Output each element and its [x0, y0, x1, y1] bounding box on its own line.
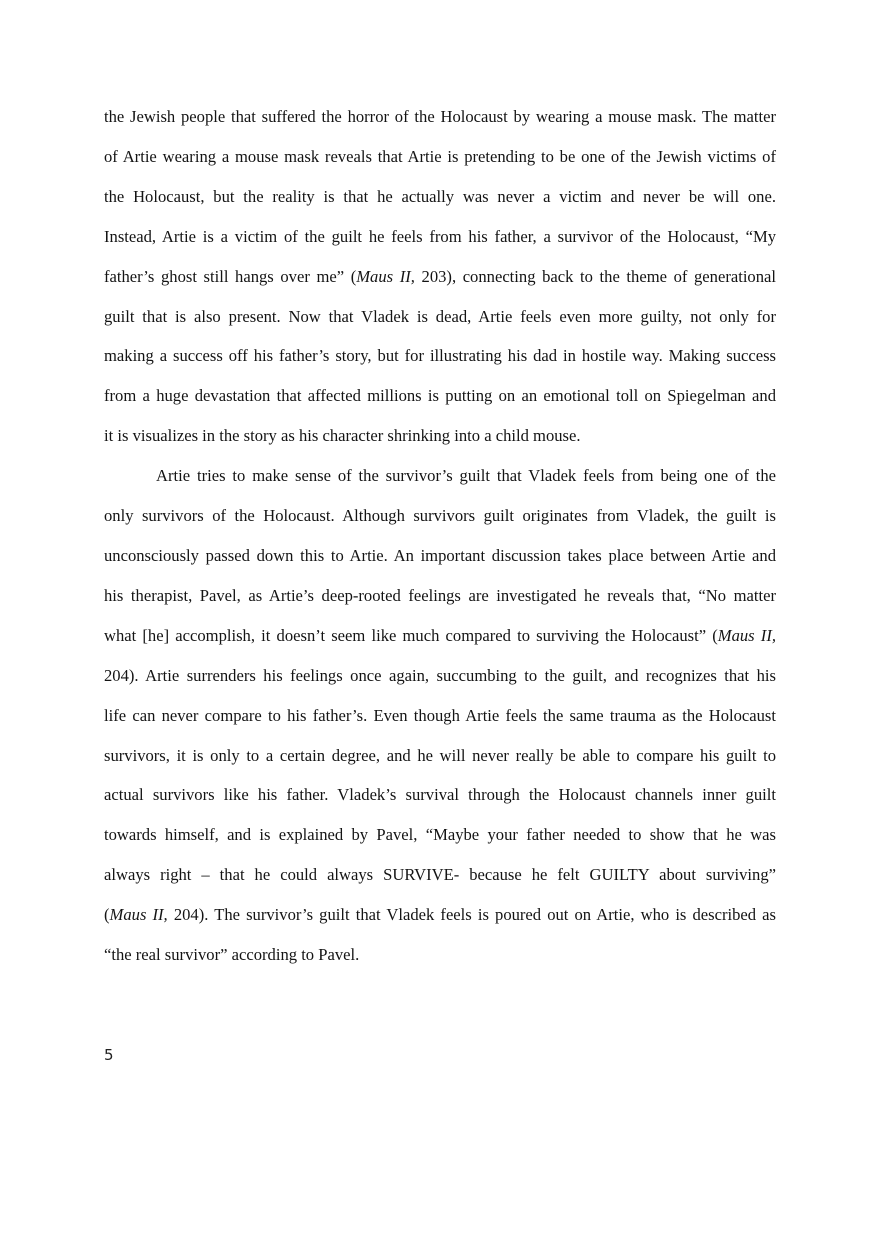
text-line: from a huge devastation that affected millions is putting on an emotional toll on Spiegelman and — [104, 386, 776, 406]
paragraph-2 — [104, 456, 776, 975]
text-line — [104, 895, 776, 935]
text-line: the Jewish people that suffered the horror of the Holocaust by wearing a mouse mask. The matter — [104, 107, 776, 126]
text-segment: ( — [104, 905, 110, 925]
text-segment: 204). The survivor’s guilt that Vladek feels is poured out on Artie, who is described as — [167, 905, 776, 925]
text-line: only survivors of the Holocaust. Although survivors guilt originates from Vladek, the guilt is — [104, 506, 776, 526]
text-line: making a success off his father’s story, but for illustrating his dad in hostile way. Making success — [104, 346, 776, 366]
text-line: unconsciously passed down this to Artie. An important discussion takes place between Artie and — [104, 545, 776, 565]
text-line: it is visualizes in the story as his character shrinking into a child mouse. — [104, 426, 581, 446]
text-segment: what [he] accomplish, it doesn’t seem like much compared to surviving the Holocaust” ( — [104, 625, 718, 645]
text-line: “the real survivor” according to Pavel. — [104, 945, 360, 965]
text-line: Instead, Artie is a victim of the guilt he feels from his father, a survivor of the Holocaust, “My — [104, 226, 776, 246]
citation-title: Maus II, — [356, 266, 415, 286]
text-line: Artie tries to make sense of the survivor’s guilt that Vladek feels from being one of the — [156, 466, 776, 486]
text-line: the Holocaust, but the reality is that he actually was never a victim and never be will one. — [104, 186, 776, 206]
text-line: always right – that he could always SURVIVE- because he felt GUILTY about surviving” — [104, 865, 776, 885]
text-line: actual survivors like his father. Vladek’s survival through the Holocaust channels inner guilt — [104, 785, 776, 805]
paragraph-1 — [104, 97, 776, 456]
body-text — [104, 97, 776, 975]
text-line: survivors, it is only to a certain degree, and he will never really be able to compare his guilt to — [104, 745, 776, 765]
text-segment: father’s ghost still hangs over me” ( — [104, 266, 357, 286]
text-segment: 203), connecting back to the theme of generational — [414, 266, 776, 286]
text-line — [104, 616, 776, 656]
text-line: guilt that is also present. Now that Vladek is dead, Artie feels even more guilty, not only for — [104, 306, 776, 326]
citation-title: Maus II, — [109, 905, 168, 925]
text-line: life can never compare to his father’s. Even though Artie feels the same trauma as the Holocaust — [104, 705, 776, 725]
page-number: 5 — [104, 1046, 114, 1064]
text-line — [104, 257, 776, 297]
text-line: of Artie wearing a mouse mask reveals that Artie is pretending to be one of the Jewish victims of — [104, 146, 776, 166]
text-line: 204). Artie surrenders his feelings once again, succumbing to the guilt, and recognizes that his — [104, 665, 776, 685]
citation-title: Maus II, — [717, 625, 776, 645]
text-line: towards himself, and is explained by Pavel, “Maybe your father needed to show that he was — [104, 825, 776, 845]
text-line: his therapist, Pavel, as Artie’s deep-rooted feelings are investigated he reveals that, “No matter — [104, 585, 776, 605]
